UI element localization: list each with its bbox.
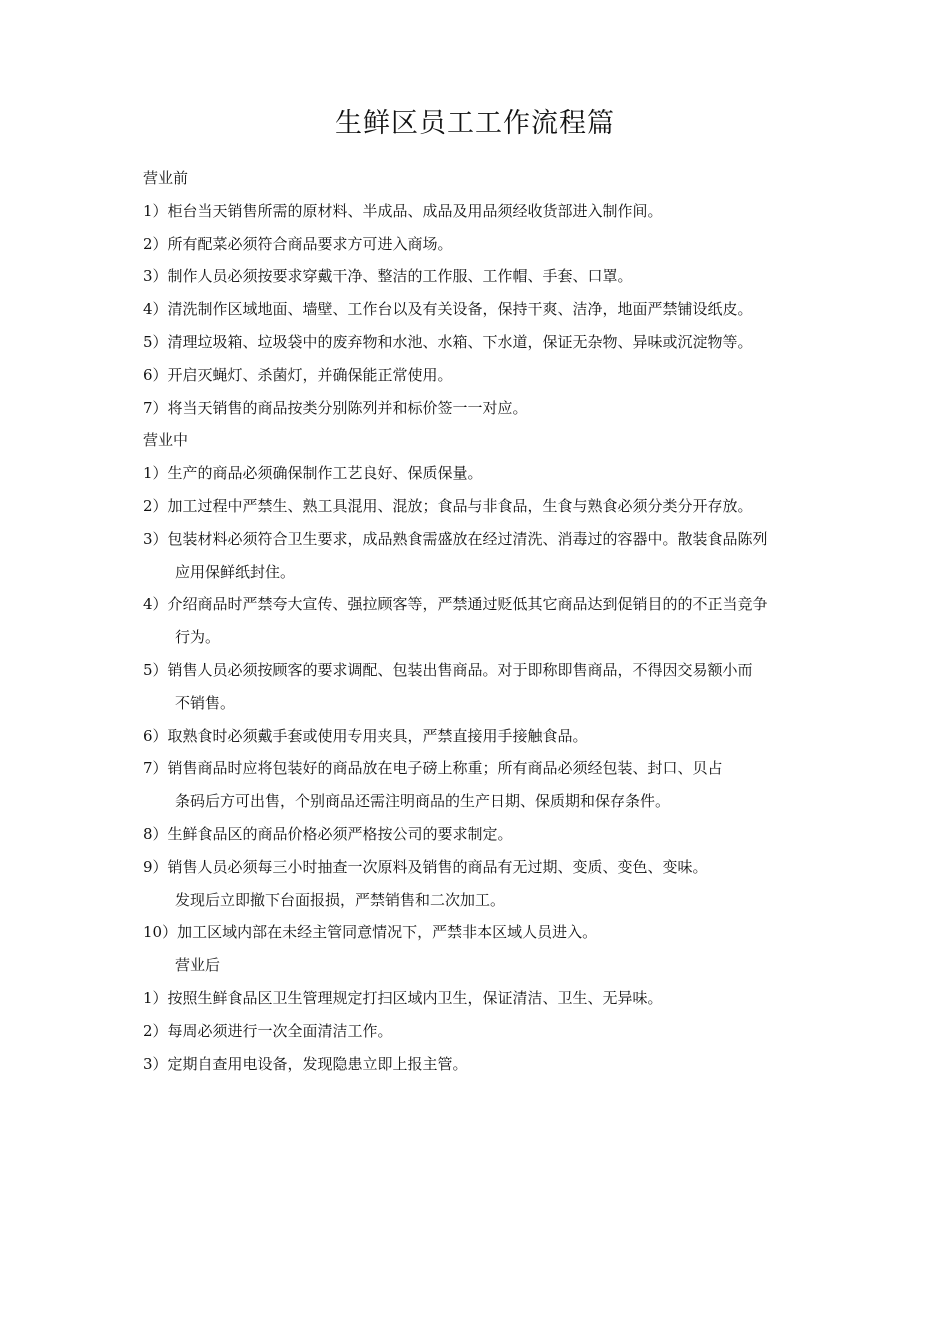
list-item: 7）将当天销售的商品按类分别陈列并和标价签一一对应。 <box>143 398 528 417</box>
list-item: 1）柜台当天销售所需的原材料、半成品、成品及用品须经收货部进入制作间。 <box>143 201 663 220</box>
list-item-continuation: 行为。 <box>175 628 221 647</box>
section-heading-during: 营业中 <box>143 431 189 450</box>
list-item: 3）定期自查用电设备，发现隐患立即上报主管。 <box>143 1054 468 1073</box>
list-item: 8）生鲜食品区的商品价格必须严格按公司的要求制定。 <box>143 824 513 843</box>
list-item: 5）清理垃圾箱、垃圾袋中的废弃物和水池、水箱、下水道，保证无杂物、异味或沉淀物等。 <box>143 332 753 351</box>
list-item-continuation: 应用保鲜纸封住。 <box>175 562 296 581</box>
list-item: 6）开启灭蝇灯、杀菌灯，并确保能正常使用。 <box>143 365 453 384</box>
list-item: 6）取熟食时必须戴手套或使用专用夹具，严禁直接用手接触食品。 <box>143 726 588 745</box>
list-item: 3）制作人员必须按要求穿戴干净、整洁的工作服、工作帽、手套、口罩。 <box>143 267 633 286</box>
list-item-continuation: 不销售。 <box>175 693 236 712</box>
page-title: 生鲜区员工工作流程篇 <box>335 108 615 139</box>
list-item: 1）生产的商品必须确保制作工艺良好、保质保量。 <box>143 464 483 483</box>
list-item: 4）清洗制作区域地面、墙壁、工作台以及有关设备，保持干爽、洁净，地面严禁铺设纸皮。 <box>143 300 753 319</box>
list-item: 2）加工过程中严禁生、熟工具混用、混放；食品与非食品，生食与熟食必须分类分开存放。 <box>143 496 753 515</box>
list-item: 9）销售人员必须每三小时抽查一次原料及销售的商品有无过期、变质、变色、变味。 <box>143 857 708 876</box>
list-item: 5）销售人员必须按顾客的要求调配、包装出售商品。对于即称即售商品，不得因交易额小而 <box>143 660 753 679</box>
list-item-continuation: 条码后方可出售，个别商品还需注明商品的生产日期、保质期和保存条件。 <box>175 792 671 811</box>
list-item: 2）所有配菜必须符合商品要求方可进入商场。 <box>143 234 453 253</box>
list-item: 2）每周必须进行一次全面清洁工作。 <box>143 1021 393 1040</box>
list-item: 1）按照生鲜食品区卫生管理规定打扫区域内卫生，保证清洁、卫生、无异味。 <box>143 988 663 1007</box>
list-item: 10）加工区域内部在未经主管同意情况下，严禁非本区域人员进入。 <box>143 923 598 942</box>
section-heading-after: 营业后 <box>175 956 221 975</box>
section-heading-before: 营业前 <box>143 169 189 187</box>
list-item: 3）包装材料必须符合卫生要求，成品熟食需盛放在经过清洗、消毒过的容器中。散装食品陈列 <box>143 529 768 548</box>
list-item: 7）销售商品时应将包装好的商品放在电子磅上称重；所有商品必须经包装、封口、贝占 <box>143 759 723 778</box>
list-item-continuation: 发现后立即撤下台面报损，严禁销售和二次加工。 <box>175 890 506 909</box>
list-item: 4）介绍商品时严禁夸大宣传、强拉顾客等，严禁通过贬低其它商品达到促销目的的不正当竞争 <box>143 595 768 614</box>
document-body <box>143 162 863 1080</box>
